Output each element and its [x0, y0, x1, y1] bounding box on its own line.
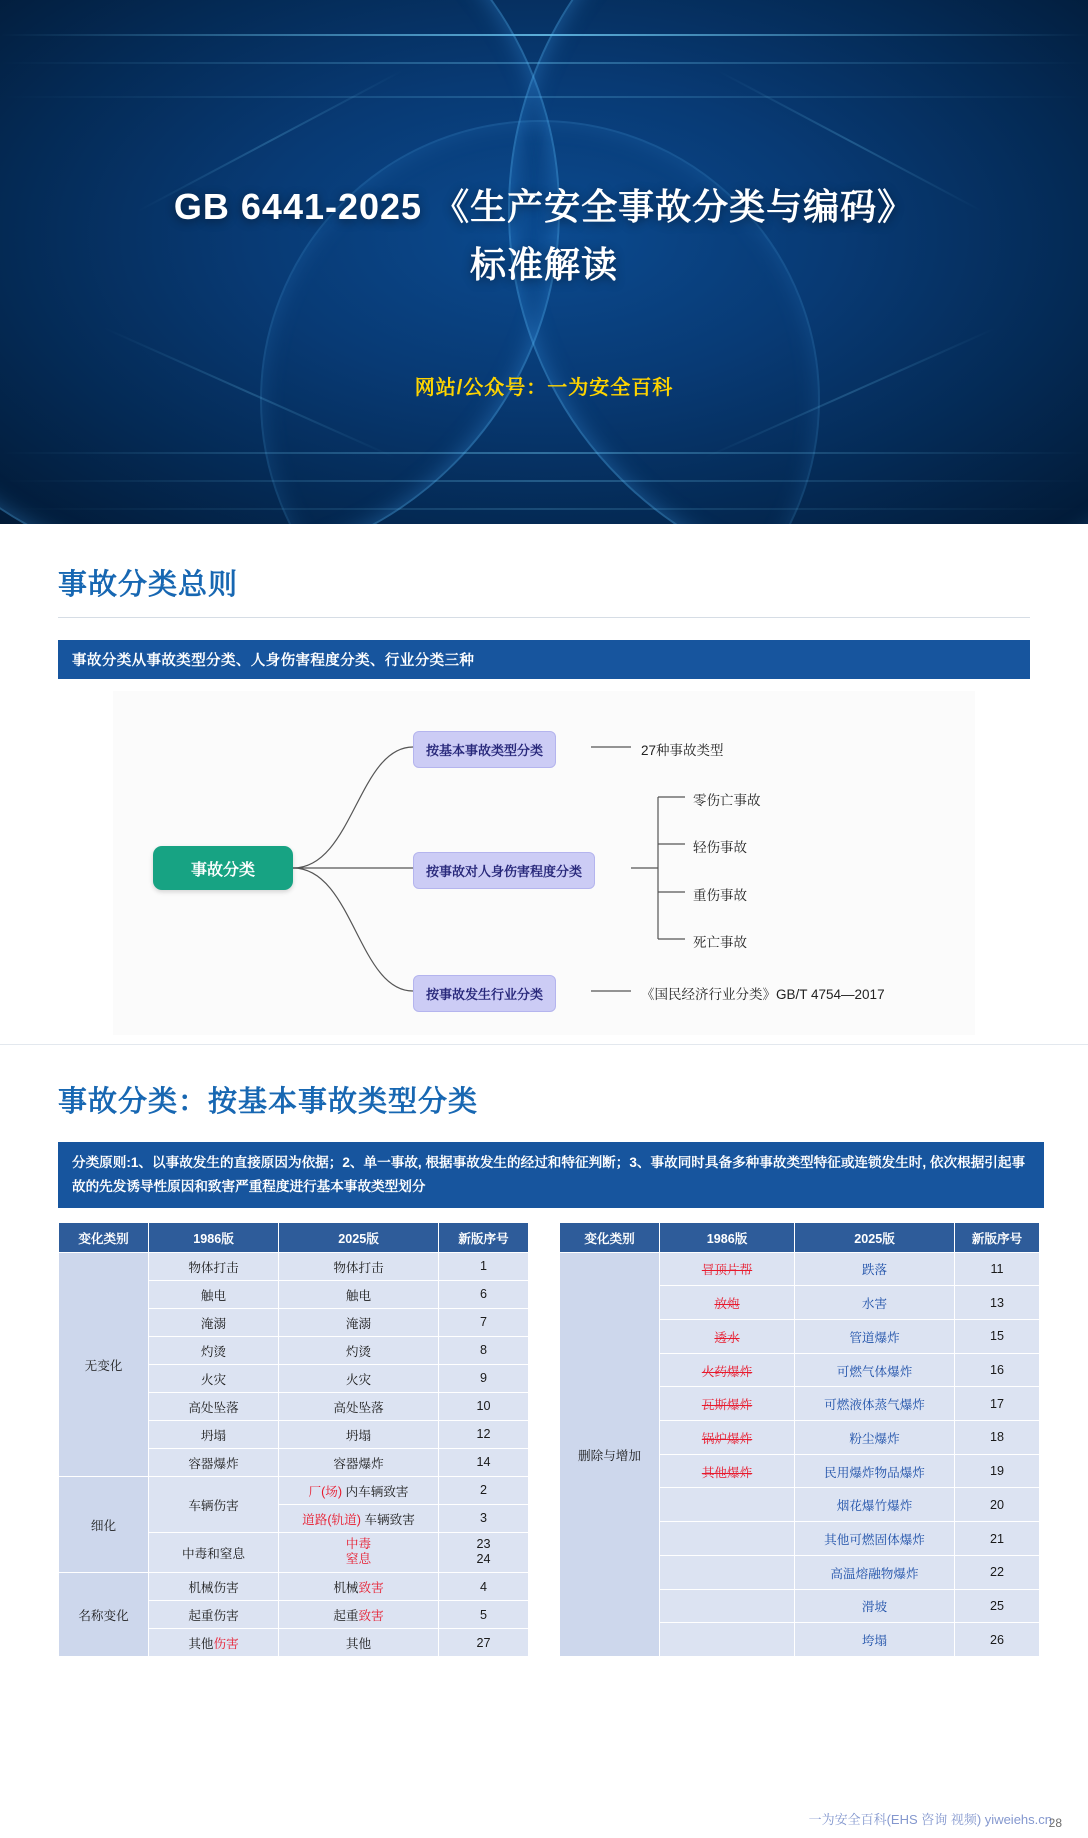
overview-slide	[0, 524, 1088, 1044]
mindmap-leaf-1-1: 27种事故类型	[641, 743, 724, 758]
section-heading-overview: 事故分类总则	[58, 569, 239, 601]
cell-new: 灼烫	[279, 1336, 439, 1364]
cell-no: 9	[439, 1364, 529, 1392]
mindmap-leaf-2-4: 死亡事故	[693, 935, 747, 950]
cell-old	[660, 1555, 795, 1589]
cell-old: 中毒和窒息	[149, 1532, 279, 1572]
table-row	[59, 1252, 529, 1280]
cell-old: 火灾	[149, 1364, 279, 1392]
cell-old	[660, 1488, 795, 1522]
cell-no: 13	[955, 1286, 1040, 1320]
cell-no	[439, 1532, 529, 1572]
watermark-text: 一为安全百科(EHS 咨询 视频) yiweiehs.cn	[808, 1812, 1052, 1827]
cell-no: 5	[439, 1601, 529, 1629]
title-block	[0, 178, 1088, 400]
cell-new-pre: 起重	[333, 1609, 359, 1624]
th-change-type: 变化类别	[59, 1222, 149, 1252]
th-new-no: 新版序号	[955, 1222, 1040, 1252]
cell-new-line1: 中毒	[345, 1536, 372, 1551]
cell-new	[279, 1573, 439, 1601]
table-row	[59, 1476, 529, 1504]
cell-new: 可燃气体爆炸	[795, 1353, 955, 1387]
presentation-title-line1: GB 6441-2025 《生产安全事故分类与编码》	[173, 186, 915, 227]
cell-no: 2	[439, 1476, 529, 1504]
cell-old	[149, 1629, 279, 1657]
mindmap-leaf-3-1: 《国民经济行业分类》GB/T 4754—2017	[641, 987, 885, 1002]
cell-new: 淹溺	[279, 1308, 439, 1336]
mindmap-diagram	[113, 691, 975, 1035]
cell-new: 可燃液体蒸气爆炸	[795, 1387, 955, 1421]
cell-new: 滑坡	[795, 1589, 955, 1623]
section-heading-types: 事故分类：按基本事故类型分类	[58, 1086, 479, 1118]
group-label-refined: 细化	[59, 1476, 149, 1572]
cell-new-highlight: 厂(场)	[308, 1484, 343, 1499]
th-new-no: 新版序号	[439, 1222, 529, 1252]
cell-old: 灼烫	[149, 1336, 279, 1364]
accident-type-slide	[0, 1044, 1088, 1838]
cell-new-highlight: 道路(轨道)	[302, 1512, 361, 1527]
cell-new-rest: 内车辆致害	[342, 1484, 409, 1499]
page-number: 28	[1048, 1816, 1062, 1830]
cell-old: 瓦斯爆炸	[660, 1387, 795, 1421]
cell-no: 7	[439, 1308, 529, 1336]
cell-old: 淹溺	[149, 1308, 279, 1336]
cell-no: 3	[439, 1504, 529, 1532]
cell-no: 6	[439, 1280, 529, 1308]
cell-new	[279, 1504, 439, 1532]
presentation-subtitle: 网站/公众号：一为安全百科	[414, 377, 674, 400]
cell-old: 物体打击	[149, 1252, 279, 1280]
cell-new: 粉尘爆炸	[795, 1421, 955, 1455]
cell-new: 坍塌	[279, 1420, 439, 1448]
th-change-type: 变化类别	[560, 1222, 660, 1252]
cell-no: 17	[955, 1387, 1040, 1421]
cell-no: 12	[439, 1420, 529, 1448]
mindmap-branch-2: 按事故对人身伤害程度分类	[413, 852, 595, 889]
cell-no: 11	[955, 1252, 1040, 1286]
cell-old: 锅炉爆炸	[660, 1421, 795, 1455]
cell-no: 1	[439, 1252, 529, 1280]
cell-no: 27	[439, 1629, 529, 1657]
cell-no: 14	[439, 1448, 529, 1476]
cell-new: 垮塌	[795, 1623, 955, 1657]
cell-new-pre: 机械	[333, 1581, 359, 1596]
cell-old: 放炮	[660, 1286, 795, 1320]
cell-no: 15	[955, 1319, 1040, 1353]
table-header-row	[59, 1222, 529, 1252]
group-label-removed-added: 删除与增加	[560, 1252, 660, 1656]
table-row	[59, 1573, 529, 1601]
cell-new: 民用爆炸物品爆炸	[795, 1454, 955, 1488]
cell-no-line2: 24	[476, 1552, 491, 1567]
cell-no: 26	[955, 1623, 1040, 1657]
cell-old: 车辆伤害	[149, 1476, 279, 1532]
cell-no: 21	[955, 1522, 1040, 1556]
cell-new: 水害	[795, 1286, 955, 1320]
group-label-renamed: 名称变化	[59, 1573, 149, 1657]
cell-new: 火灾	[279, 1364, 439, 1392]
cell-no: 18	[955, 1421, 1040, 1455]
cell-old: 坍塌	[149, 1420, 279, 1448]
cell-new	[279, 1532, 439, 1572]
cell-old: 其他爆炸	[660, 1454, 795, 1488]
cell-new: 高温熔融物爆炸	[795, 1555, 955, 1589]
cell-new: 跌落	[795, 1252, 955, 1286]
cell-old: 容器爆炸	[149, 1448, 279, 1476]
mindmap-branch-3: 按事故发生行业分类	[413, 975, 556, 1012]
comparison-tables	[58, 1222, 1044, 1657]
cell-no: 16	[955, 1353, 1040, 1387]
group-label-no-change: 无变化	[59, 1252, 149, 1476]
cell-new: 管道爆炸	[795, 1319, 955, 1353]
cell-new: 容器爆炸	[279, 1448, 439, 1476]
cell-new	[279, 1476, 439, 1504]
cell-new-rest: 车辆致害	[360, 1512, 415, 1527]
cell-new-line2: 窒息	[345, 1552, 372, 1567]
presentation-title-line2: 标准解读	[469, 243, 618, 285]
mindmap-leaf-2-3: 重伤事故	[693, 888, 747, 903]
title-slide	[0, 0, 1088, 524]
th-2025: 2025版	[795, 1222, 955, 1252]
th-2025: 2025版	[279, 1222, 439, 1252]
cell-no: 4	[439, 1573, 529, 1601]
cell-new: 其他	[279, 1629, 439, 1657]
th-1986: 1986版	[149, 1222, 279, 1252]
cell-no-line1: 23	[476, 1536, 491, 1551]
cell-old	[660, 1623, 795, 1657]
cell-no: 22	[955, 1555, 1040, 1589]
heading-divider	[58, 617, 1030, 618]
cell-old: 机械伤害	[149, 1573, 279, 1601]
cell-new	[279, 1601, 439, 1629]
cell-old: 触电	[149, 1280, 279, 1308]
cell-no: 20	[955, 1488, 1040, 1522]
cell-no: 8	[439, 1336, 529, 1364]
cell-old: 透水	[660, 1319, 795, 1353]
cell-new: 物体打击	[279, 1252, 439, 1280]
cell-old-pre: 其他	[188, 1637, 214, 1652]
cell-old: 火药爆炸	[660, 1353, 795, 1387]
cell-no: 25	[955, 1589, 1040, 1623]
mindmap-root: 事故分类	[153, 846, 293, 890]
mindmap-leaf-2-1: 零伤亡事故	[693, 793, 761, 808]
cell-old	[660, 1589, 795, 1623]
classification-principle-banner: 分类原则:1、以事故发生的直接原因为依据；2、单一事故, 根据事故发生的经过和特征判断；3、事故同时具备多种事故类型特征或连锁发生时, 依次根据引起事故的先发诱导性原因和致害严重程度进行基本事故类型划分	[58, 1142, 1044, 1208]
mindmap-branch-1: 按基本事故类型分类	[413, 731, 556, 768]
right-comparison-table	[559, 1222, 1040, 1657]
cell-no: 19	[955, 1454, 1040, 1488]
th-1986: 1986版	[660, 1222, 795, 1252]
table-row	[560, 1252, 1040, 1286]
cell-new-highlight: 致害	[358, 1581, 384, 1596]
cell-new: 触电	[279, 1280, 439, 1308]
cell-new: 其他可燃固体爆炸	[795, 1522, 955, 1556]
cell-old: 冒顶片帮	[660, 1252, 795, 1286]
mindmap-leaf-2-2: 轻伤事故	[693, 840, 747, 855]
cell-new: 烟花爆竹爆炸	[795, 1488, 955, 1522]
overview-banner: 事故分类从事故类型分类、人身伤害程度分类、行业分类三种	[58, 640, 1030, 679]
cell-old	[660, 1522, 795, 1556]
cell-new: 高处坠落	[279, 1392, 439, 1420]
cell-old: 高处坠落	[149, 1392, 279, 1420]
cell-old: 起重伤害	[149, 1601, 279, 1629]
cell-new-highlight: 致害	[358, 1609, 384, 1624]
table-header-row	[560, 1222, 1040, 1252]
cell-old-highlight: 伤害	[213, 1637, 239, 1652]
cell-no: 10	[439, 1392, 529, 1420]
left-comparison-table	[58, 1222, 529, 1657]
